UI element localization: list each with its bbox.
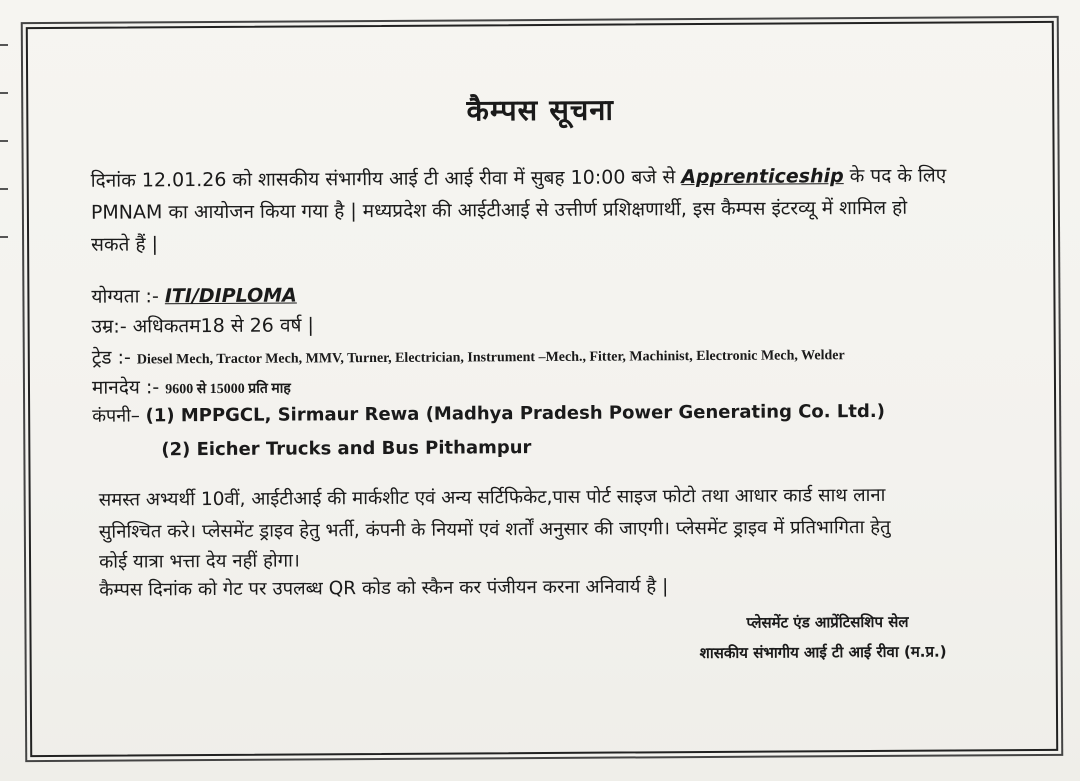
signature-line-2: शासकीय संभागीय आई टी आई रीवा (म.प्र.) <box>699 642 947 663</box>
para2-line4: कैम्पस दिनांक को गेट पर उपलब्ध QR कोड को स्कैन कर पंजीयन करना अनिवार्य है | <box>99 576 669 601</box>
company-label: कंपनी– <box>92 405 146 427</box>
company-line-2 <box>161 437 531 460</box>
eligibility-line <box>91 281 297 308</box>
para1-line2: PMNAM का आयोजन किया गया है | मध्यप्रदेश की आईटीआई से उत्तीर्ण प्रशिक्षणार्थी, इस कैम्पस इंटरव्यू में शामिल हो <box>90 196 908 224</box>
trade-value: Diesel Mech, Tractor Mech, MMV, Turner, Electrician, Instrument –Mech., Fitter, Machinist, Electronic Mech, Welder <box>136 348 845 368</box>
para2-line3: कोई यात्रा भत्ता देय नहीं होगा। <box>98 550 300 573</box>
stipend-line <box>92 373 291 400</box>
stipend-label: मानदेय :- <box>91 376 166 399</box>
trade-label: ट्रेड :- <box>91 346 137 369</box>
notice-title: कैम्पस सूचना <box>466 92 615 128</box>
apprenticeship-term: Apprenticeship <box>681 165 844 189</box>
notice-content <box>28 23 1056 755</box>
binding-mark <box>0 44 8 46</box>
stipend-value: 9600 से 15000 प्रति माह <box>165 381 291 398</box>
signature-line-1: प्लेसमेंट एंड आप्रेंटिसशिप सेल <box>746 612 909 632</box>
trade-line <box>92 339 845 370</box>
binding-mark <box>0 188 8 190</box>
company-item-1: (1) MPPGCL, Sirmaur Rewa (Madhya Pradesh Power Generating Co. Ltd.) <box>145 400 885 427</box>
binding-mark <box>0 140 8 142</box>
eligibility-label: योग्यता :- <box>91 285 165 308</box>
eligibility-value: ITI/DIPLOMA <box>164 284 297 308</box>
notice-border <box>26 21 1058 757</box>
company-line-1 <box>92 399 885 428</box>
binding-mark <box>0 92 8 94</box>
para1-line1 <box>91 162 947 193</box>
binding-mark <box>0 236 8 238</box>
age-line: उम्र:- अधिकतम18 से 26 वर्ष | <box>91 314 314 338</box>
company-item-2: (2) Eicher Trucks and Bus Pithampur <box>161 437 532 461</box>
para1-line1-pre: दिनांक 12.01.26 को शासकीय संभागीय आई टी आई रीवा में सुबह 10:00 बजे से <box>90 166 682 192</box>
para2-line1: समस्त अभ्यर्थी 10वीं, आईटीआई की मार्कशीट एवं अन्य सर्टिफिकेट,पास पोर्ट साइज फोटो तथा आधार कार्ड साथ लाना <box>98 484 886 511</box>
para2-line2: सुनिश्चित करे। प्लेसमेंट ड्राइव हेतु भर्ती, कंपनी के नियमों एवं शर्तों अनुसार की जाएगी। प्लेसमेंट ड्राइव में प्रतिभागिता हेतु <box>98 516 891 543</box>
para1-line3: सकते हैं | <box>91 233 159 256</box>
para1-line1-post: के पद के लिए <box>843 164 947 188</box>
